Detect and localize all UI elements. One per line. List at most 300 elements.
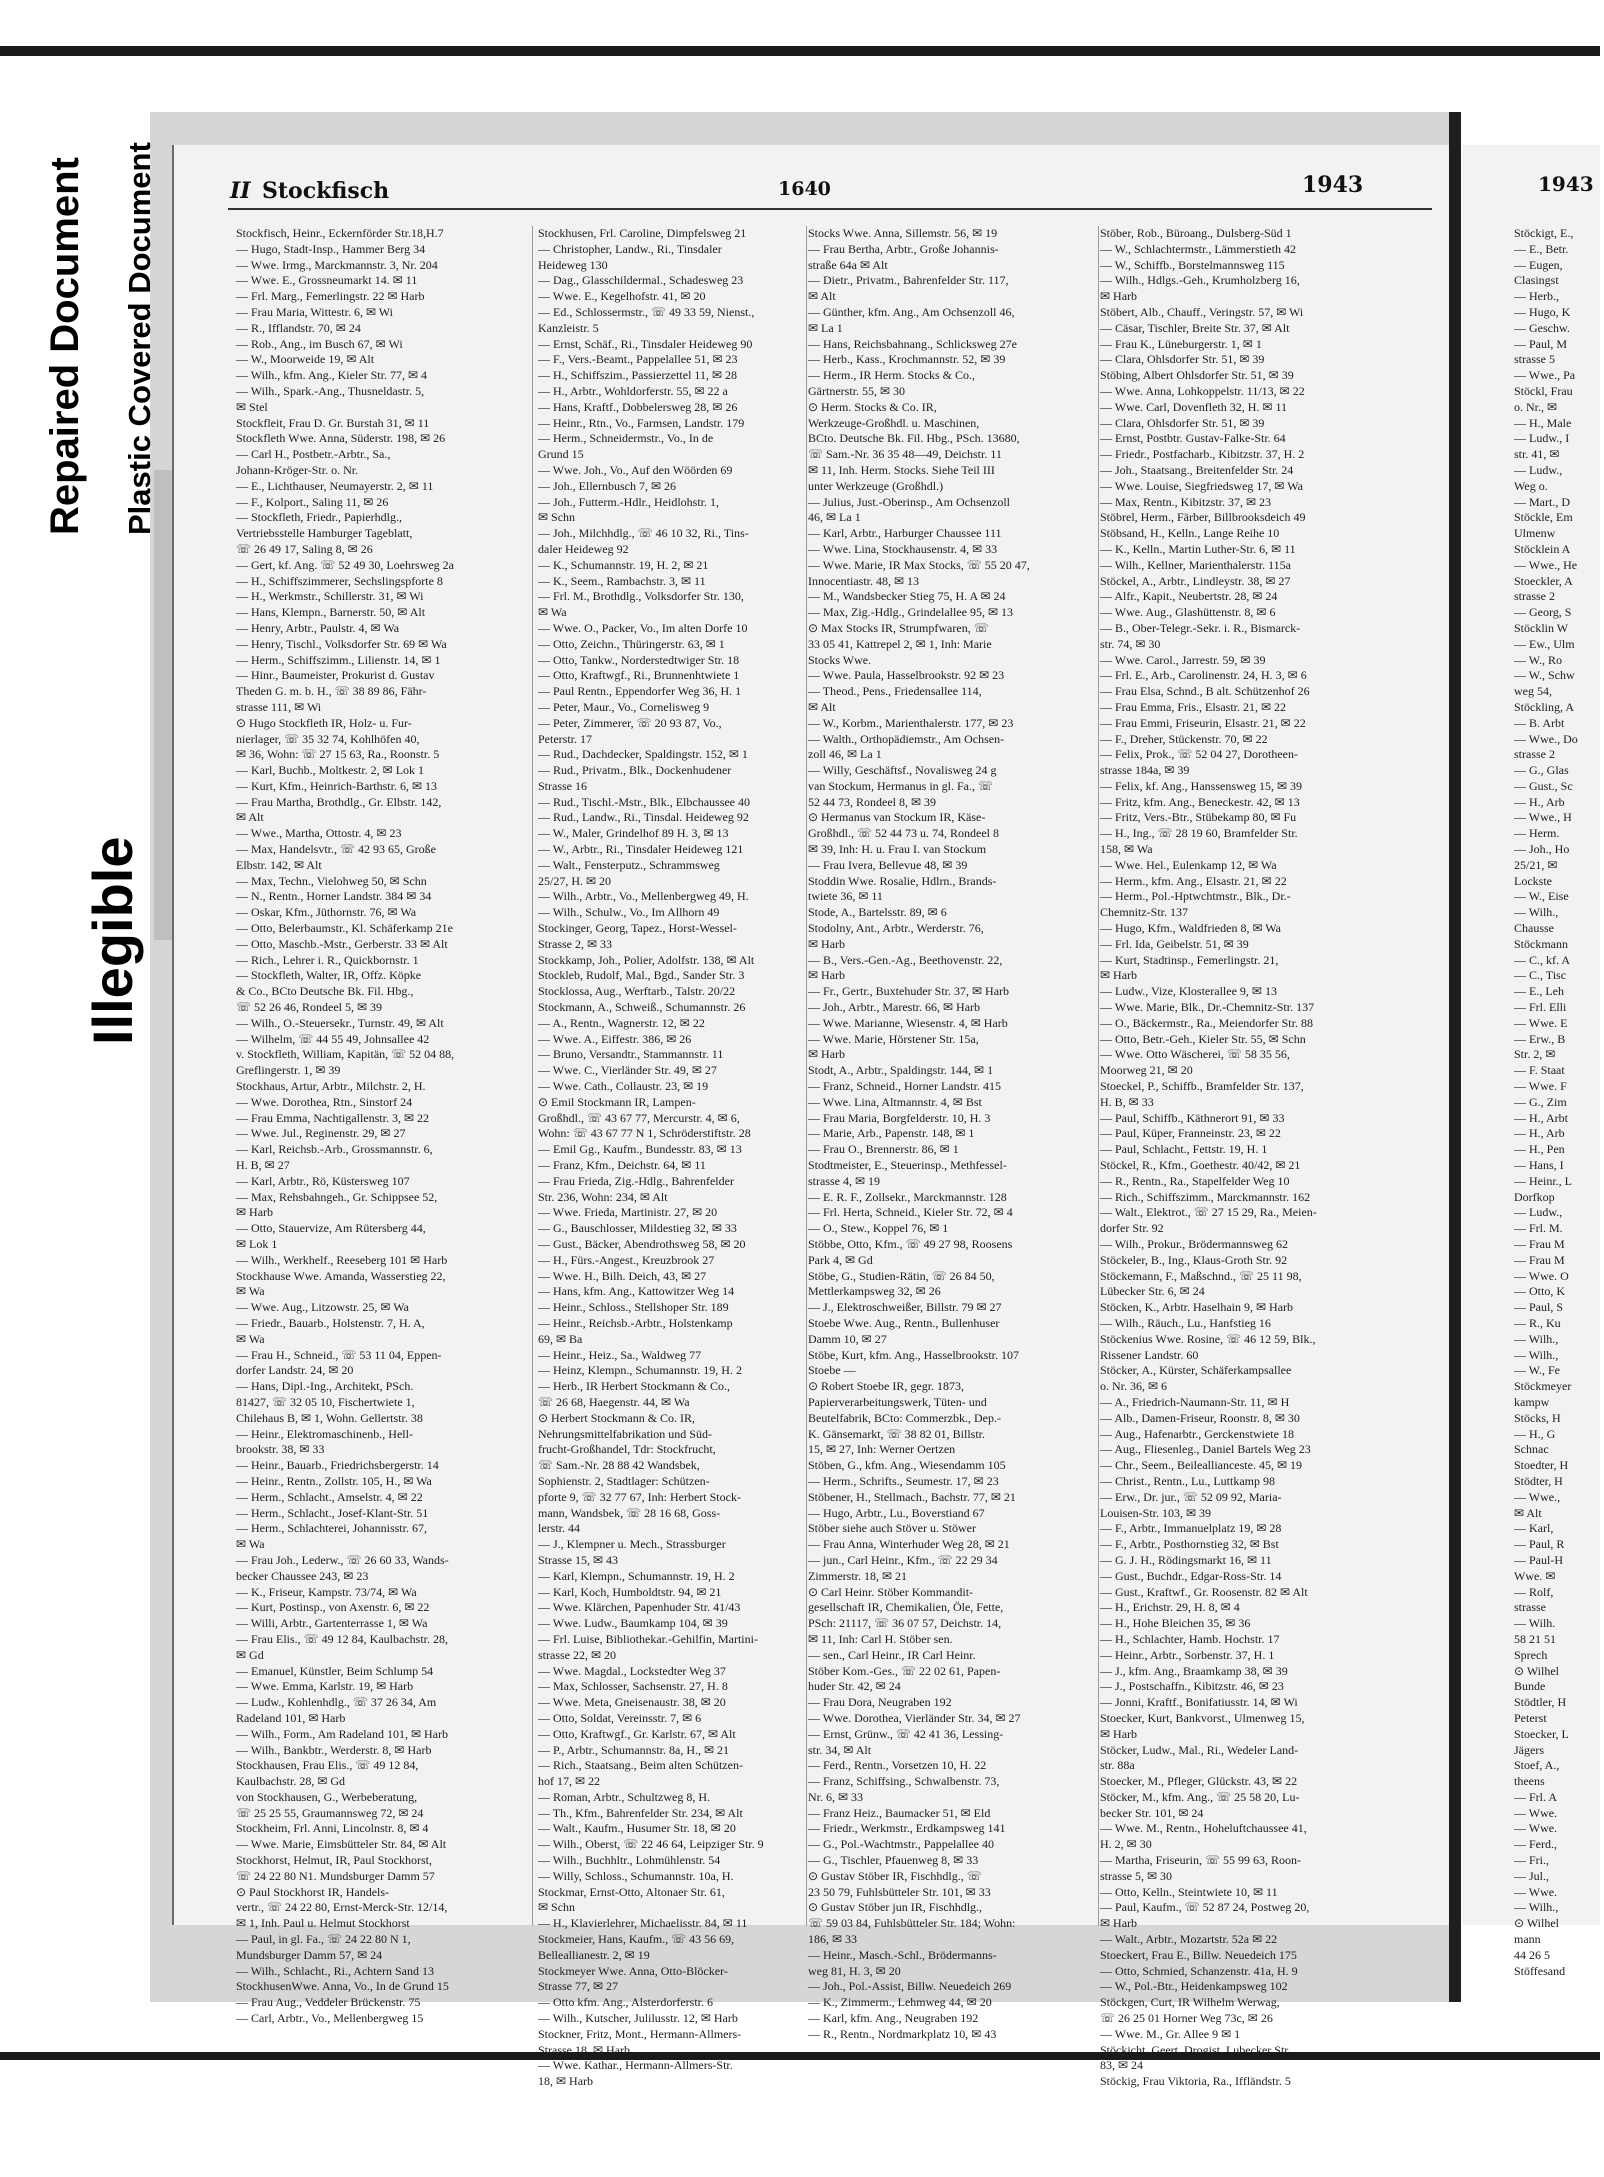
directory-entry: — Wwe., H bbox=[1514, 810, 1572, 825]
directory-entry: — Hugo, Stadt-Insp., Hammer Berg 34 bbox=[236, 241, 426, 256]
directory-entry: ✉ Wa bbox=[538, 605, 567, 620]
directory-entry: — Wwe. Marie, Blk., Dr.-Chemnitz-Str. 137 bbox=[1100, 1000, 1315, 1015]
directory-entry: — Frau Anna, Winterhuder Weg 28, ✉ 21 bbox=[808, 1537, 1010, 1552]
directory-entry: Stöckel, R., Kfm., Goethestr. 40/42, ✉ 21 bbox=[1100, 1158, 1301, 1173]
directory-entry: — Walt., Fensterputz., Schrammsweg bbox=[538, 857, 720, 872]
directory-entry: — B., Ober-Telegr.-Sekr. i. R., Bismarck- bbox=[1100, 620, 1301, 635]
directory-entry: — Th., Kfm., Bahrenfelder Str. 234, ✉ Alt bbox=[538, 1805, 743, 1820]
directory-entry: — Franz, Kfm., Deichstr. 64, ✉ 11 bbox=[538, 1158, 706, 1173]
directory-entry: Stöbener, H., Stellmach., Bachstr. 77, ✉ 21 bbox=[808, 1489, 1016, 1504]
directory-entry: — Ernst, Postbtr. Gustav-Falke-Str. 64 bbox=[1100, 431, 1286, 446]
directory-entry: — Karl, Arbtr., Harburger Chaussee 111 bbox=[808, 526, 1002, 541]
directory-entry: Stöbsand, H., Kelln., Lange Reihe 10 bbox=[1100, 526, 1280, 541]
directory-entry: Stodtmeister, E., Steuerinsp., Methfessel- bbox=[808, 1158, 1007, 1173]
directory-entry: — Max, Zig.-Hdlg., Grindelallee 95, ✉ 13 bbox=[808, 605, 1014, 620]
directory-entry: Stocks Wwe. bbox=[808, 652, 872, 667]
directory-entry: — Karl, Buchb., Moltkestr. 2, ✉ Lok 1 bbox=[236, 763, 425, 778]
directory-entry: — Walt., Arbtr., Mozartstr. 52a ✉ 22 bbox=[1100, 1932, 1278, 1947]
directory-entry: Stöbe, Kurt, kfm. Ang., Hasselbrookstr. 107 bbox=[808, 1347, 1019, 1362]
directory-entry: — Frl. Ida, Geibelstr. 51, ✉ 39 bbox=[1100, 936, 1249, 951]
directory-entry: — Herm., Schiffszimm., Lilienstr. 14, ✉ 1 bbox=[236, 652, 441, 667]
directory-entry: — Frau Dora, Neugraben 192 bbox=[808, 1695, 952, 1710]
directory-entry: — Wwe., Martha, Ottostr. 4, ✉ 23 bbox=[236, 826, 402, 841]
directory-entry: — Peter, Maur., Vo., Cornelisweg 9 bbox=[538, 699, 710, 714]
column-3 bbox=[808, 226, 1100, 2041]
directory-entry: — Otto, Betr.-Geh., Kieler Str. 55, ✉ Schn bbox=[1100, 1031, 1306, 1046]
directory-entry: Stode, A., Bartelsstr. 89, ✉ 6 bbox=[808, 905, 947, 920]
directory-entry: — Wwe., bbox=[1514, 1489, 1561, 1504]
directory-entry: — Erw., Dr. jur., ☏ 52 09 92, Maria- bbox=[1100, 1489, 1282, 1504]
directory-entry: ☏ Sam.-Nr. 36 35 48—49, Deichstr. 11 bbox=[808, 447, 1002, 462]
directory-entry: — N., Rentn., Horner Landstr. 384 ✉ 34 bbox=[236, 889, 432, 904]
directory-entry: — Willy, Geschäftsf., Novalisweg 24 g bbox=[808, 763, 997, 778]
directory-entry: Stockfleth Wwe. Anna, Süderstr. 198, ✉ 26 bbox=[236, 431, 446, 446]
directory-entry: — Max, Handelsvtr., ☏ 42 93 65, Große bbox=[236, 842, 436, 857]
directory-entry: — Wwe. Cath., Collaustr. 23, ✉ 19 bbox=[538, 1079, 709, 1094]
directory-entry: — Paul, Schlacht., Fettstr. 19, H. 1 bbox=[1100, 1142, 1268, 1157]
directory-entry: — K., Friseur, Kampstr. 73/74, ✉ Wa bbox=[236, 1584, 417, 1599]
directory-entry: hof 17, ✉ 22 bbox=[538, 1774, 601, 1789]
directory-entry: — Wwe. Dorothea, Vierländer Str. 34, ✉ 27 bbox=[808, 1710, 1021, 1725]
directory-entry: straße 64a ✉ Alt bbox=[808, 257, 888, 272]
directory-entry: Bunde bbox=[1514, 1679, 1546, 1694]
directory-entry: — Rolf, bbox=[1514, 1584, 1554, 1599]
directory-entry: ☏ 25 25 55, Graumannsweg 72, ✉ 24 bbox=[236, 1805, 424, 1820]
directory-entry: dorfer Landstr. 24, ✉ 20 bbox=[236, 1363, 354, 1378]
page-year: 1943 bbox=[1302, 172, 1364, 198]
directory-entry: — Wwe. bbox=[1514, 1884, 1558, 1899]
directory-entry: Stockmeier, Hans, Kaufm., ☏ 43 56 69, bbox=[538, 1932, 735, 1947]
directory-entry: — W., Schlachtermstr., Lämmerstieth 42 bbox=[1100, 241, 1296, 256]
directory-entry: Stöber, Rob., Büroang., Dulsberg-Süd 1 bbox=[1100, 226, 1292, 240]
directory-entry: — Oskar, Kfm., Jüthornstr. 76, ✉ Wa bbox=[236, 905, 417, 920]
directory-entry: — A., Friedrich-Naumann-Str. 11, ✉ H bbox=[1100, 1394, 1290, 1409]
directory-entry: — Wilh., Buchhltr., Lohmühlenstr. 54 bbox=[538, 1853, 721, 1868]
directory-entry: — Frl. M., Brothdlg., Volksdorfer Str. 130, bbox=[538, 589, 744, 604]
directory-entry: — Paul, Schiffb., Käthnerort 91, ✉ 33 bbox=[1100, 1110, 1285, 1125]
directory-entry: — Hinr., Baumeister, Prokurist d. Gustav bbox=[236, 668, 435, 683]
directory-entry: Stödter, H bbox=[1514, 1473, 1563, 1488]
directory-entry: — Frl. Marg., Femerlingstr. 22 ✉ Harb bbox=[236, 289, 425, 304]
directory-entry: — W., Eise bbox=[1514, 889, 1569, 904]
directory-entry: — Gust., Bäcker, Abendrothsweg 58, ✉ 20 bbox=[538, 1237, 746, 1251]
directory-entry: — Rob., Ang., im Busch 67, ✉ Wi bbox=[236, 336, 403, 351]
directory-entry: — Herb., Kass., Krochmannstr. 52, ✉ 39 bbox=[808, 352, 1006, 367]
directory-entry: strasse 5 bbox=[1514, 352, 1555, 367]
directory-entry: str. 74, ✉ 30 bbox=[1100, 636, 1161, 651]
directory-entry: Stoecker, L bbox=[1514, 1726, 1569, 1741]
directory-entry: — Ferd., Rentn., Vorsetzen 10, H. 22 bbox=[808, 1758, 987, 1773]
directory-entry: — Kurt, Postinsp., von Axenstr. 6, ✉ 22 bbox=[236, 1600, 430, 1615]
directory-entry: strasse 111, ✉ Wi bbox=[236, 699, 322, 714]
directory-entry: — Mart., D bbox=[1514, 494, 1570, 509]
directory-entry: — Marie, Arb., Papenstr. 148, ✉ 1 bbox=[808, 1126, 975, 1141]
directory-entry: — Otto, Zeichn., Thüringerstr. 63, ✉ 1 bbox=[538, 636, 725, 651]
directory-entry: — Wwe. Frieda, Martinistr. 27, ✉ 20 bbox=[538, 1205, 718, 1220]
directory-entry: — Cäsar, Tischler, Breite Str. 37, ✉ Alt bbox=[1100, 320, 1290, 335]
directory-entry: strasse 5, ✉ 30 bbox=[1100, 1868, 1173, 1883]
directory-entry: — Max, Rehsbahngeh., Gr. Schippsee 52, bbox=[236, 1189, 438, 1204]
directory-entry: — Joh., Pol.-Assist, Billw. Neuedeich 269 bbox=[808, 1979, 1012, 1994]
facing-column bbox=[1514, 226, 1604, 1978]
directory-entry: — Otto, Belerbaumstr., Kl. Schäferkamp 21e bbox=[236, 921, 453, 936]
directory-entry: — Ludw., bbox=[1514, 462, 1563, 477]
directory-entry: — Frau O., Brennerstr. 86, ✉ 1 bbox=[808, 1142, 959, 1157]
directory-entry: — W., Pol.-Btr., Heidenkampsweg 102 bbox=[1100, 1979, 1288, 1994]
directory-entry: — H., Schlachter, Hamb. Hochstr. 17 bbox=[1100, 1631, 1280, 1646]
directory-entry: Strasse 16 bbox=[538, 778, 587, 793]
directory-entry: str. 41, ✉ bbox=[1514, 447, 1560, 462]
directory-entry: — Peter, Zimmerer, ☏ 20 93 87, Vo., bbox=[538, 715, 722, 730]
directory-entry: — H., Werkmstr., Schillerstr. 31, ✉ Wi bbox=[236, 589, 424, 604]
directory-entry: twiete 36, ✉ 11 bbox=[808, 889, 883, 904]
directory-entry: becker Str. 101, ✉ 24 bbox=[1100, 1805, 1204, 1820]
directory-entry: — Martha, Friseurin, ☏ 55 99 63, Roon- bbox=[1100, 1853, 1301, 1868]
directory-entry: Stöbert, Alb., Chauff., Veringstr. 57, ✉ Wi bbox=[1100, 304, 1304, 319]
directory-entry: — Otto kfm. Ang., Alsterdorferstr. 6 bbox=[538, 1995, 713, 2010]
directory-entry: — Rud., Tischl.-Mstr., Blk., Elbchaussee 40 bbox=[538, 794, 751, 809]
directory-entry: — Karl, Reichsb.-Arb., Grossmannstr. 6, bbox=[236, 1142, 433, 1157]
directory-entry: — Heinr., Rentn., Zollstr. 105, H., ✉ Wa bbox=[236, 1473, 432, 1488]
directory-entry: — Roman, Arbtr., Schultzweg 8, H. bbox=[538, 1789, 710, 1804]
directory-entry: Stockinger, Georg, Tapez., Horst-Wessel- bbox=[538, 921, 737, 936]
directory-entry: Stoeckel, P., Schiffb., Bramfelder Str. 137, bbox=[1100, 1079, 1304, 1094]
directory-entry: — Frau Aug., Veddeler Brückenstr. 75 bbox=[236, 1995, 421, 2010]
directory-entry: Stöber siehe auch Stöver u. Stöwer bbox=[808, 1521, 976, 1536]
directory-entry: — E., Betr. bbox=[1514, 241, 1569, 256]
directory-entry: Großhdl., ☏ 52 44 73 u. 74, Rondeel 8 bbox=[808, 826, 999, 841]
directory-entry: — Paul, Kaufm., ☏ 52 87 24, Postweg 20, bbox=[1100, 1900, 1310, 1915]
directory-entry: — Geschw. bbox=[1514, 320, 1570, 335]
directory-entry: Str. 2, ✉ bbox=[1514, 1047, 1556, 1062]
directory-entry: — Wwe. Emma, Karlstr. 19, ✉ Harb bbox=[236, 1679, 414, 1694]
directory-entry: — Karl, kfm. Ang., Neugraben 192 bbox=[808, 2011, 979, 2026]
directory-entry: — Jul., bbox=[1514, 1868, 1550, 1883]
directory-entry: Großhdl., ☏ 43 67 77, Mercurstr. 4, ✉ 6, bbox=[538, 1110, 740, 1125]
directory-entry: — Wwe. Jul., Reginenstr. 29, ✉ 27 bbox=[236, 1126, 406, 1141]
directory-entry: weg 81, H. 3, ✉ 20 bbox=[808, 1963, 901, 1978]
directory-entry: vertr., ☏ 24 22 80, Ernst-Merck-Str. 12/14, bbox=[236, 1900, 448, 1915]
directory-entry: ✉ Alt bbox=[1514, 1505, 1542, 1520]
directory-entry: 25/21, ✉ bbox=[1514, 857, 1558, 872]
directory-entry: Stockmann, A., Schweiß., Schumannstr. 26 bbox=[538, 1000, 746, 1015]
directory-entry: — Frau Emmi, Friseurin, Elsastr. 21, ✉ 22 bbox=[1100, 715, 1306, 730]
directory-entry: Kanzleistr. 5 bbox=[538, 320, 599, 335]
directory-entry: — Gert, kf. Ang. ☏ 52 49 30, Loehrsweg 2a bbox=[236, 557, 454, 572]
column-divider bbox=[1098, 226, 1099, 1926]
directory-entry: Papierverarbeitungswerk, Tüten- und bbox=[808, 1394, 987, 1409]
directory-entry: — B., Vers.-Gen.-Ag., Beethovenstr. 22, bbox=[808, 952, 1003, 967]
directory-entry: Stöcks, H bbox=[1514, 1410, 1561, 1425]
directory-entry: BCto. Deutsche Bk. Fil. Hbg., PSch. 13680, bbox=[808, 431, 1020, 446]
directory-entry: Louisen-Str. 103, ✉ 39 bbox=[1100, 1505, 1212, 1520]
directory-entry: — Wwe. Paula, Hasselbrookstr. 92 ✉ 23 bbox=[808, 668, 1005, 683]
directory-entry: — Wwe. Marie, IR Max Stocks, ☏ 55 20 47, bbox=[808, 557, 1030, 572]
directory-entry: — H., Arb bbox=[1514, 1126, 1565, 1141]
directory-entry: — Otto, K bbox=[1514, 1284, 1565, 1299]
directory-entry: — Eugen, bbox=[1514, 257, 1563, 272]
directory-entry: — Wwe. Ludw., Baumkamp 104, ✉ 39 bbox=[538, 1616, 728, 1631]
directory-entry: H. 2, ✉ 30 bbox=[1100, 1837, 1152, 1852]
directory-entry: — Paul, in gl. Fa., ☏ 24 22 80 N 1, bbox=[236, 1932, 411, 1947]
directory-entry: — Wwe. M., Gr. Allee 9 ✉ 1 bbox=[1100, 2026, 1241, 2041]
directory-entry: ✉ Harb bbox=[808, 936, 846, 951]
directory-entry: StockhusenWwe. Anna, Vo., In de Grund 15 bbox=[236, 1979, 449, 1994]
directory-entry: ⊙ Wilhel bbox=[1514, 1663, 1560, 1678]
directory-entry: Stockner, Fritz, Mont., Hermann-Allmers- bbox=[538, 2026, 742, 2041]
directory-entry: Weg o. bbox=[1514, 478, 1548, 493]
directory-entry: Radeland 101, ✉ Harb bbox=[236, 1710, 346, 1725]
directory-entry: Stockmar, Ernst-Otto, Altonaer Str. 61, bbox=[538, 1884, 725, 1899]
directory-entry: — Frl. Herta, Schneid., Kieler Str. 72, ✉ 4 bbox=[808, 1205, 1013, 1220]
directory-entry: — Wwe. Anna, Lohkoppelstr. 11/13, ✉ 22 bbox=[1100, 383, 1305, 398]
directory-entry: — Hans, kfm. Ang., Kattowitzer Weg 14 bbox=[538, 1284, 735, 1299]
directory-entry: Stöcker, M., kfm. Ang., ☏ 25 58 20, Lu- bbox=[1100, 1789, 1300, 1804]
directory-entry: Stöbbe, Otto, Kfm., ☏ 49 27 98, Roosens bbox=[808, 1237, 1013, 1251]
directory-entry: — Wwe. M., Rentn., Hoheluftchaussee 41, bbox=[1100, 1821, 1307, 1836]
directory-entry: brookstr. 38, ✉ 33 bbox=[236, 1442, 325, 1457]
directory-entry: — Frau Martha, Brothdlg., Gr. Elbstr. 142, bbox=[236, 794, 442, 809]
directory-entry: — Franz, Schneid., Horner Landstr. 415 bbox=[808, 1079, 1001, 1094]
directory-entry: 46, ✉ La 1 bbox=[808, 510, 861, 525]
directory-entry: — Wwe. Marianne, Wiesenstr. 4, ✉ Harb bbox=[808, 1015, 1008, 1030]
directory-entry: — Rud., Privatm., Blk., Dockenhudener bbox=[538, 763, 732, 778]
directory-entry: Stoecker, Kurt, Bankvorst., Ulmenweg 15, bbox=[1100, 1710, 1305, 1725]
directory-entry: — W., Moorweide 19, ✉ Alt bbox=[236, 352, 375, 367]
directory-entry: Stockleb, Rudolf, Mal., Bgd., Sander Str. 3 bbox=[538, 968, 745, 983]
column-1 bbox=[236, 226, 526, 2026]
directory-entry: — Wwe., He bbox=[1514, 557, 1578, 572]
directory-entry: ⊙ Robert Stoebe IR, gegr. 1873, bbox=[808, 1379, 965, 1394]
directory-entry: Strasse 15, ✉ 43 bbox=[538, 1552, 619, 1567]
directory-entry: 23 50 79, Fuhlsbütteler Str. 101, ✉ 33 bbox=[808, 1884, 991, 1899]
directory-entry: — H., Male bbox=[1514, 415, 1572, 430]
directory-entry: — Max, Rentn., Kibitzstr. 37, ✉ 23 bbox=[1100, 494, 1272, 509]
directory-entry: — Wilh., bbox=[1514, 905, 1559, 920]
directory-entry: Stodt, A., Arbtr., Spaldingstr. 144, ✉ 1 bbox=[808, 1063, 994, 1078]
directory-entry: — Wwe. A., Eiffestr. 386, ✉ 26 bbox=[538, 1031, 692, 1046]
directory-entry: — Wwe. Marie, Hörstener Str. 15a, bbox=[808, 1031, 979, 1046]
directory-entry: — Wwe. E., Kegelhofstr. 41, ✉ 20 bbox=[538, 289, 706, 304]
directory-entry: — B. Arbt bbox=[1514, 715, 1565, 730]
directory-entry: — Fritz, Vers.-Btr., Stübekamp 80, ✉ Fu bbox=[1100, 810, 1297, 825]
directory-entry: 158, ✉ Wa bbox=[1100, 842, 1153, 857]
directory-entry: — H., Ing., ☏ 28 19 60, Bramfelder Str. bbox=[1100, 826, 1298, 841]
directory-entry: — Joh., Ellernbusch 7, ✉ 26 bbox=[538, 478, 677, 493]
directory-entry: — Ferd., bbox=[1514, 1837, 1557, 1852]
directory-entry: — Dag., Glasschildermal., Schadesweg 23 bbox=[538, 273, 744, 288]
directory-entry: Stodolny, Ant., Arbtr., Werderstr. 76, bbox=[808, 921, 984, 936]
directory-entry: — Wilhelm, ☏ 44 55 49, Johnsallee 42 bbox=[236, 1031, 430, 1046]
directory-entry: — W., Ro bbox=[1514, 652, 1563, 667]
directory-entry: — Wwe. Louise, Siegfriedsweg 17, ✉ Wa bbox=[1100, 478, 1303, 493]
directory-entry: 69, ✉ Ba bbox=[538, 1331, 583, 1346]
directory-entry: — Herm., Schlacht., Josef-Klant-Str. 51 bbox=[236, 1505, 429, 1520]
directory-entry: — Frl. Elli bbox=[1514, 1000, 1567, 1015]
directory-entry: Sprech bbox=[1514, 1647, 1548, 1662]
directory-entry: — Ludw., Kohlenhdlg., ☏ 37 26 34, Am bbox=[236, 1695, 437, 1710]
directory-entry: 58 21 51 bbox=[1514, 1631, 1556, 1646]
directory-entry: — Wwe. C., Vierländer Str. 49, ✉ 27 bbox=[538, 1063, 717, 1078]
directory-entry: — Otto, Maschb.-Mstr., Gerberstr. 33 ✉ Alt bbox=[236, 936, 448, 951]
directory-entry: PSch: 21117, ☏ 36 07 57, Deichstr. 14, bbox=[808, 1616, 1002, 1631]
directory-entry: — Frau Maria, Wittestr. 6, ✉ Wi bbox=[236, 304, 393, 319]
directory-entry: daler Heideweg 92 bbox=[538, 541, 629, 556]
directory-entry: zoll 46, ✉ La 1 bbox=[808, 747, 882, 762]
directory-entry: — H., Schiffszim., Passierzettel 11, ✉ 28 bbox=[538, 368, 738, 383]
repaired-label: Repaired Document bbox=[43, 157, 87, 535]
directory-entry: — Wwe. Aug., Litzowstr. 25, ✉ Wa bbox=[236, 1300, 409, 1315]
directory-entry: — Frl. A bbox=[1514, 1789, 1558, 1804]
column-2 bbox=[538, 226, 814, 2089]
directory-entry: — Willy, Schloss., Schumannstr. 10a, H. bbox=[538, 1868, 734, 1883]
directory-entry: — Wilh., kfm. Ang., Kieler Str. 77, ✉ 4 bbox=[236, 368, 428, 383]
directory-entry: — Ludw., I bbox=[1514, 431, 1570, 446]
directory-entry: Stöcker, A., Kürster, Schäferkampsallee bbox=[1100, 1363, 1292, 1378]
directory-entry: Mundsburger Damm 57, ✉ 24 bbox=[236, 1947, 383, 1962]
directory-entry: — Karl, bbox=[1514, 1521, 1554, 1536]
directory-entry: strasse 2 bbox=[1514, 589, 1555, 604]
directory-entry: — F., Dreher, Stückenstr. 70, ✉ 22 bbox=[1100, 731, 1268, 746]
directory-entry: Stöffesand bbox=[1514, 1963, 1566, 1978]
directory-entry: — Paul, M bbox=[1514, 336, 1568, 351]
directory-entry: — Rud., Landw., Ri., Tinsdal. Heideweg 92 bbox=[538, 810, 749, 825]
directory-entry: — Stockfleth, Walter, IR, Offz. Köpke bbox=[236, 968, 422, 983]
directory-entry: — Heinr., Rtn., Vo., Farmsen, Landstr. 179 bbox=[538, 415, 745, 430]
directory-entry: — Dietr., Privatm., Bahrenfelder Str. 117, bbox=[808, 273, 1009, 288]
directory-entry: kampw bbox=[1514, 1394, 1550, 1409]
directory-entry: Stockhusen, Frl. Caroline, Dimpfelsweg 21 bbox=[538, 226, 747, 240]
directory-entry: ✉ Wa bbox=[236, 1284, 265, 1299]
directory-entry: — G., Pol.-Wachtmstr., Pappelallee 40 bbox=[808, 1837, 994, 1852]
directory-entry: Stocklossa, Aug., Werftarb., Talstr. 20/22 bbox=[538, 984, 736, 999]
directory-entry: — Frl. Luise, Bibliothekar.-Gehilfin, Martini- bbox=[538, 1631, 758, 1646]
directory-entry: — Wwe. Hel., Eulenkamp 12, ✉ Wa bbox=[1100, 857, 1277, 872]
directory-entry: — Jonni, Kraftf., Bonifatiusstr. 14, ✉ Wi bbox=[1100, 1695, 1298, 1710]
directory-entry: — Ludw., bbox=[1514, 1205, 1563, 1220]
directory-entry: — Wilh., Oberst, ☏ 22 46 64, Leipziger Str. 9 bbox=[538, 1837, 764, 1852]
directory-entry: — Otto, Stauervize, Am Rütersberg 44, bbox=[236, 1221, 426, 1236]
directory-entry: 52 44 73, Rondeel 8, ✉ 39 bbox=[808, 794, 937, 809]
directory-entry: — Christ., Rentn., Lu., Luttkamp 98 bbox=[1100, 1473, 1275, 1488]
directory-entry: K. Gänsemarkt, ☏ 38 82 01, Billstr. bbox=[808, 1426, 985, 1441]
directory-entry: — H., Fürs.-Angest., Kreuzbrook 27 bbox=[538, 1252, 715, 1267]
column-divider bbox=[532, 226, 533, 1926]
directory-entry: ✉ 11, Inh: Carl H. Stöber sen. bbox=[808, 1631, 953, 1646]
directory-entry: — Max, Schlosser, Sachsenstr. 27, H. 8 bbox=[538, 1679, 728, 1694]
directory-entry: Stöcken, K., Arbtr. Haselhain 9, ✉ Harb bbox=[1100, 1300, 1294, 1315]
directory-entry: ⊙ Hugo Stockfleth IR, Holz- u. Fur- bbox=[236, 715, 412, 730]
directory-entry: Stöcklin W bbox=[1514, 620, 1569, 635]
directory-entry: str. 88a bbox=[1100, 1758, 1135, 1773]
directory-entry: — Otto, Soldat, Vereinsstr. 7, ✉ 6 bbox=[538, 1710, 702, 1725]
directory-entry: ⊙ Herbert Stockmann & Co. IR, bbox=[538, 1410, 696, 1425]
directory-entry: — Joh., Milchhdlg., ☏ 46 10 32, Ri., Tins- bbox=[538, 526, 749, 541]
directory-entry: Stöckmeyer bbox=[1514, 1379, 1572, 1394]
directory-entry: Stöber Kom.-Ges., ☏ 22 02 61, Papen- bbox=[808, 1663, 1001, 1678]
directory-entry: — Paul, R bbox=[1514, 1537, 1565, 1552]
directory-entry: — Ernst, Grünw., ☏ 42 41 36, Lessing- bbox=[808, 1726, 1004, 1741]
directory-entry: Stockhause Wwe. Amanda, Wasserstieg 22, bbox=[236, 1268, 446, 1283]
directory-entry: Beutelfabrik, BCto: Commerzbk., Dep.- bbox=[808, 1410, 1001, 1425]
directory-entry: — Max, Techn., Vielohweg 50, ✉ Schn bbox=[236, 873, 427, 888]
directory-entry: — Stockfleth, Friedr., Papierhdlg., bbox=[236, 510, 402, 525]
directory-entry: — J., Postschaffn., Kibitzstr. 46, ✉ 23 bbox=[1100, 1679, 1284, 1694]
directory-entry: — W., Schiffb., Borstelmannsweg 115 bbox=[1100, 257, 1285, 272]
directory-entry: Ulmenw bbox=[1514, 526, 1556, 541]
directory-entry: — Friedr., Bauarb., Holstenstr. 7, H. A, bbox=[236, 1315, 425, 1330]
directory-entry: — Wilh., Räuch., Lu., Hanfstieg 16 bbox=[1100, 1315, 1271, 1330]
directory-entry: — Georg, S bbox=[1514, 605, 1572, 620]
directory-entry: Johann-Kröger-Str. o. Nr. bbox=[236, 462, 359, 477]
directory-entry: — Wilh., Schlacht., Ri., Achtern Sand 13 bbox=[236, 1963, 434, 1978]
directory-entry: — Wwe. Kathar., Hermann-Allmers-Str. bbox=[538, 2058, 733, 2073]
directory-entry: ☏ 24 22 80 N1. Mundsburger Damm 57 bbox=[236, 1868, 435, 1883]
directory-entry: ✉ Harb bbox=[1100, 289, 1138, 304]
directory-entry: 18, ✉ Harb bbox=[538, 2074, 594, 2089]
directory-entry: — Wwe. Lina, Stockhausenstr. 4, ✉ 33 bbox=[808, 541, 998, 556]
directory-entry: ✉ Harb bbox=[808, 968, 846, 983]
column-4 bbox=[1100, 226, 1398, 2089]
directory-entry: — G., Glas bbox=[1514, 763, 1569, 778]
directory-entry: theens bbox=[1514, 1774, 1545, 1789]
directory-entry: — G., Tischler, Pfauenweg 8, ✉ 33 bbox=[808, 1853, 979, 1868]
directory-entry: Stoddin Wwe. Rosalie, Hdlrn., Brands- bbox=[808, 873, 997, 888]
directory-entry: ⊙ Paul Stockhorst IR, Handels- bbox=[236, 1884, 390, 1899]
directory-entry: o. Nr., ✉ bbox=[1514, 399, 1558, 414]
directory-entry: Stöcklein A bbox=[1514, 541, 1571, 556]
directory-entry: — Hans, Klempn., Barnerstr. 50, ✉ Alt bbox=[236, 605, 426, 620]
directory-entry: — Herm., Schlacht., Amselstr. 4, ✉ 22 bbox=[236, 1489, 423, 1504]
directory-entry: — Otto, Schmied, Schanzenstr. 41a, H. 9 bbox=[1100, 1963, 1298, 1978]
directory-entry: Dorfkop bbox=[1514, 1189, 1555, 1204]
directory-entry: Stöckl, Frau bbox=[1514, 383, 1573, 398]
directory-entry: — Hans, Dipl.-Ing., Architekt, PSch. bbox=[236, 1379, 414, 1394]
directory-entry: — Alb., Damen-Friseur, Roonstr. 8, ✉ 30 bbox=[1100, 1410, 1300, 1425]
directory-entry: — Wilh., Arbtr., Vo., Mellenbergweg 49, H. bbox=[538, 889, 749, 904]
directory-entry: ⊙ Carl Heinr. Stöber Kommandit- bbox=[808, 1584, 974, 1599]
directory-entry: — Frau Emma, Fris., Elsastr. 21, ✉ 22 bbox=[1100, 699, 1287, 714]
directory-entry: ✉ Harb bbox=[236, 1205, 274, 1220]
directory-entry: Jägers bbox=[1514, 1742, 1544, 1757]
directory-entry: Stöben, G., kfm. Ang., Wiesendamm 105 bbox=[808, 1458, 1006, 1473]
illegible-label: Illegible bbox=[81, 836, 144, 1045]
directory-entry: — W., Fe bbox=[1514, 1363, 1561, 1378]
directory-entry: — Paul, S bbox=[1514, 1300, 1564, 1315]
directory-entry: — Herb., IR Herbert Stockmann & Co., bbox=[538, 1379, 730, 1394]
directory-entry: — Heinr., Heiz., Sa., Waldweg 77 bbox=[538, 1347, 702, 1362]
directory-entry: Sophienstr. 2, Stadtlager: Schützen- bbox=[538, 1473, 710, 1488]
directory-entry: — Kurt, Stadtinsp., Femerlingstr. 21, bbox=[1100, 952, 1279, 967]
directory-entry: & Co., BCto Deutsche Bk. Fil. Hbg., bbox=[236, 984, 414, 999]
directory-entry: — Wwe. Lina, Altmannstr. 4, ✉ Bst bbox=[808, 1094, 982, 1109]
directory-entry: — A., Rentn., Wagnerstr. 12, ✉ 22 bbox=[538, 1015, 705, 1030]
directory-entry: — Wwe. F bbox=[1514, 1079, 1567, 1094]
directory-entry: — Wwe. Marie, Eimsbütteler Str. 84, ✉ Alt bbox=[236, 1837, 447, 1852]
directory-entry: — Wwe. Klärchen, Papenhuder Str. 41/43 bbox=[538, 1600, 741, 1615]
directory-entry: Stockheim, Frl. Anni, Lincolnstr. 8, ✉ 4 bbox=[236, 1821, 429, 1836]
directory-entry: ✉ 11, Inh. Herm. Stocks. Siehe Teil III bbox=[808, 462, 995, 477]
directory-entry: von Stockhausen, G., Werbeberatung, bbox=[236, 1789, 418, 1804]
directory-entry: Stoebe — bbox=[808, 1363, 856, 1378]
directory-entry: — W., Arbtr., Ri., Tinsdaler Heideweg 121 bbox=[538, 842, 744, 857]
directory-entry: — Kurt, Kfm., Heinrich-Barthstr. 6, ✉ 13 bbox=[236, 778, 438, 793]
directory-entry: 44 26 5 bbox=[1514, 1947, 1550, 1962]
directory-entry: Schnac bbox=[1514, 1442, 1549, 1457]
directory-entry: ☏ 26 25 01 Horner Weg 73c, ✉ 26 bbox=[1100, 2011, 1273, 2026]
directory-entry: — Frau H., Schneid., ☏ 53 11 04, Eppen- bbox=[236, 1347, 442, 1362]
directory-entry: — Wwe. Magdal., Lockstedter Weg 37 bbox=[538, 1663, 726, 1678]
